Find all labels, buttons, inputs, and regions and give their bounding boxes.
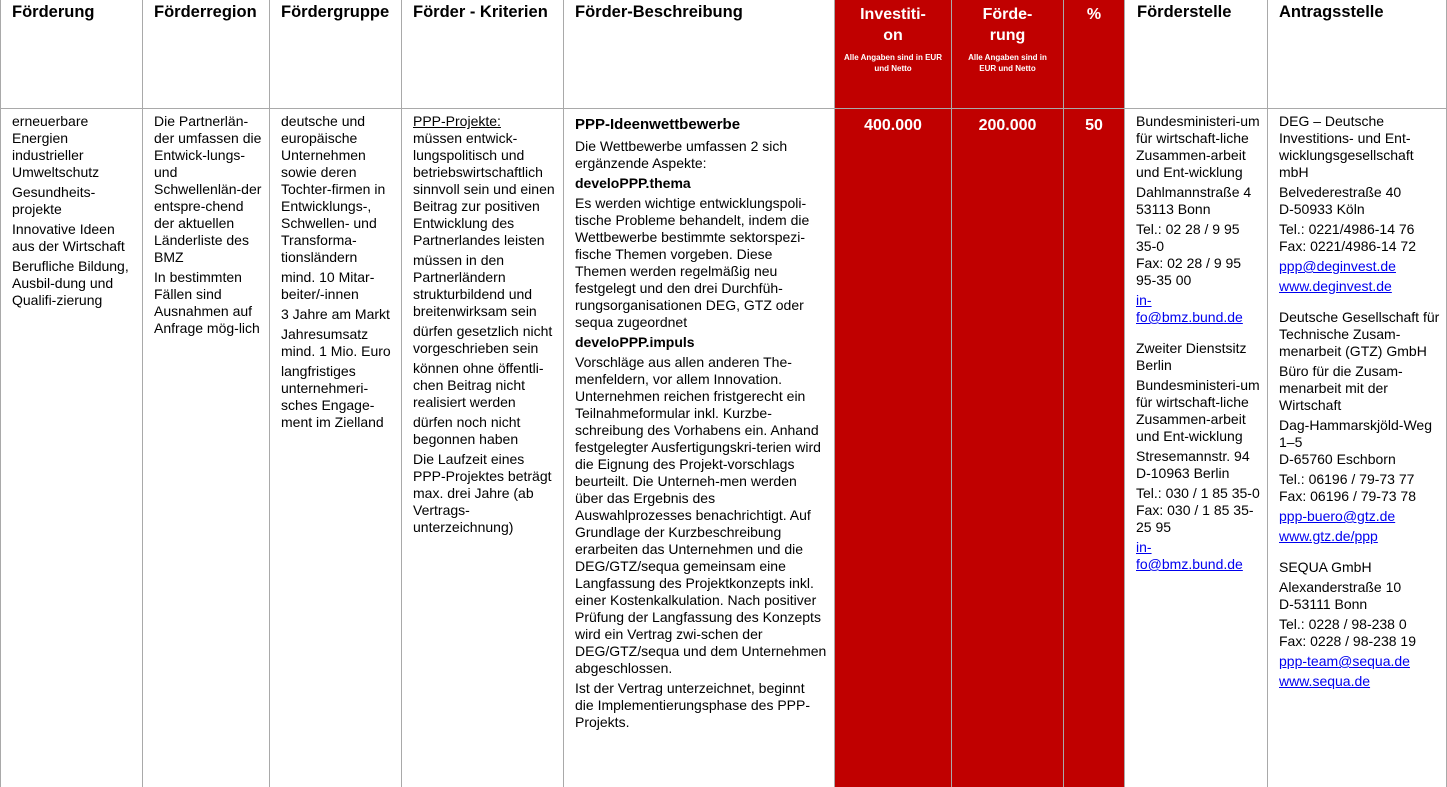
- foerdergruppe-item: Jahresumsatz mind. 1 Mio. Euro: [281, 326, 391, 359]
- deg-email-link[interactable]: ppp@deginvest.de: [1279, 258, 1396, 274]
- bmz-name2: Bundesministeri-um für wirtschaft-liche Zusammen-arbeit und Ent-wicklung: [1136, 377, 1260, 444]
- sequa-city: D-53111 Bonn: [1279, 596, 1368, 612]
- deg-address: [1279, 184, 1441, 218]
- deg-web-link[interactable]: www.deginvest.de: [1279, 278, 1392, 294]
- deg-email-block: [1279, 258, 1441, 275]
- foerderung-item: Gesundheits-projekte: [12, 184, 96, 217]
- kriterien-item: dürfen noch nicht begonnen haben: [413, 414, 521, 447]
- bmz-contact: [1136, 221, 1262, 289]
- kriterien-item: können ohne öffentli-chen Beitrag nicht realisiert werden: [413, 360, 544, 410]
- deg-contact: [1279, 221, 1441, 255]
- bmz-email2-link[interactable]: [1136, 539, 1243, 572]
- beschreibung-closing: Ist der Vertrag unterzeichnet, beginnt die Implementierungsphase des PPP-Projekts.: [575, 680, 811, 730]
- foerderung-item: Innovative Ideen aus der Wirtschaft: [12, 221, 125, 254]
- cell-antragsstelle: [1279, 113, 1441, 693]
- col-line: [401, 0, 402, 787]
- cell-foerdergruppe: [281, 113, 395, 434]
- beschreibung-thema-head: develoPPP.thema: [575, 175, 691, 191]
- sequa-fax: Fax: 0228 / 98-238 19: [1279, 633, 1416, 649]
- sequa-address: [1279, 579, 1441, 613]
- kriterien-item: dürfen gesetzlich nicht vorgeschrieben sein: [413, 323, 553, 356]
- gtz-web-link[interactable]: www.gtz.de/ppp: [1279, 528, 1378, 544]
- gtz-address: [1279, 417, 1441, 468]
- bmz-name: Bundesministeri-um für wirtschaft-liche Zusammen-arbeit und Ent-wicklung: [1136, 113, 1260, 180]
- header-foerderbetrag-line2: rung: [989, 27, 1026, 44]
- gtz-office: Büro für die Zusam-menarbeit mit der Wirtschaft: [1279, 363, 1403, 413]
- value-investition: 400.000: [864, 117, 922, 134]
- bmz-address2: [1136, 448, 1262, 482]
- col-line: [1267, 0, 1268, 787]
- beschreibung-intro: Die Wettbewerbe umfassen 2 sich ergänzende Aspekte:: [575, 138, 788, 171]
- foerdergruppe-item: 3 Jahre am Markt: [281, 306, 390, 322]
- bmz-fax2: Fax: 030 / 1 85 35-25 95: [1136, 502, 1254, 535]
- header-investition-line1: Investiti-: [860, 6, 926, 23]
- bmz-email-part2: fo@bmz.bund.de: [1136, 309, 1243, 325]
- gtz-email-link[interactable]: ppp-buero@gtz.de: [1279, 508, 1396, 524]
- cell-foerderung: [12, 113, 136, 312]
- gtz-name: Deutsche Gesellschaft für Technische Zusam-menarbeit (GTZ) GmbH: [1279, 309, 1440, 359]
- cell-foerderstelle: [1136, 113, 1262, 576]
- header-investition: [835, 4, 951, 74]
- value-foerderbetrag: 200.000: [978, 117, 1037, 134]
- header-foerderung: Förderung: [12, 3, 95, 21]
- bmz-city: 53113 Bonn: [1136, 201, 1211, 217]
- bmz-tel: Tel.: 02 28 / 9 95 35-0: [1136, 221, 1240, 254]
- header-foerdergruppe: Fördergruppe: [281, 3, 390, 21]
- col-line: [1124, 0, 1125, 787]
- bmz-email2-part2: fo@bmz.bund.de: [1136, 556, 1243, 572]
- header-beschreibung: Förder-Beschreibung: [575, 3, 743, 21]
- bmz-address: [1136, 184, 1262, 218]
- beschreibung-title: PPP-Ideenwettbewerbe: [575, 116, 741, 133]
- cell-foerderregion: [154, 113, 264, 340]
- col-line: [269, 0, 270, 787]
- beschreibung-impuls-text: Vorschläge aus allen anderen The-menfeldern, vor allem Innovation. Unternehmen reichen fristgerecht ein Teilnahmeformular inkl. Kurzbe-schreibung des Vorhabens ein. Anhand festgelegter Ausfertigungskri-terien wird die Eignung des Projekt-vorschlags beurteilt. Die Unterneh-men werden über das Ergebnis des Auswahlprozesses benachrichtigt. Auf Grundlage der Kurzbeschreibung erarbeiten das Unternehmen und die DEG/GTZ/sequa gemeinsam eine Langfassung des Projektkonzepts inkl. einer Kostenkalkulation. Nach positiver Prüfung der Langfassung des Konzepts wird ein Vertrag zwi-schen der DEG/GTZ/sequa und dem Unternehmen abgeschlossen.: [575, 354, 827, 676]
- header-foerderbetrag: [952, 4, 1063, 74]
- header-investition-line2: on: [883, 27, 903, 44]
- bmz-street2: Stresemannstr. 94: [1136, 448, 1250, 464]
- kriterien-item: müssen in den Partnerländern strukturbildend und breitenwirksam sein: [413, 252, 537, 319]
- bmz-email-link[interactable]: [1136, 292, 1243, 325]
- gtz-web-block: [1279, 528, 1441, 545]
- cell-beschreibung: [575, 116, 827, 734]
- sequa-web-link[interactable]: www.sequa.de: [1279, 673, 1371, 689]
- kriterien-title: PPP-Projekte:: [413, 113, 501, 129]
- bmz-email-part1: in-: [1136, 292, 1152, 308]
- beschreibung-impuls-head: develoPPP.impuls: [575, 334, 695, 350]
- gtz-contact: [1279, 471, 1441, 505]
- bmz-email2-part1: in-: [1136, 539, 1152, 555]
- beschreibung-thema-text: Es werden wichtige entwicklungspoli-tische Probleme behandelt, indem die Wettbewerbe bestimmte sektorspezi-fische Themen vorgeben. Diese Themen werden regelmäßig neu festgelegt und den drei Durchfüh-rungsorganisationen DEG, GTZ oder sequa zugeordnet: [575, 195, 810, 330]
- value-prozent: 50: [1085, 117, 1103, 134]
- foerderregion-item: Die Partnerlän-der umfassen die Entwick-lungs- und Schwellenlän-der entspre-chend der aktuellen Länderliste des BMZ: [154, 113, 262, 265]
- bmz-email-block: [1136, 292, 1262, 326]
- gtz-fax: Fax: 06196 / 79-73 78: [1279, 488, 1416, 504]
- bmz-city2: D-10963 Berlin: [1136, 465, 1230, 481]
- sequa-street: Alexanderstraße 10: [1279, 579, 1402, 595]
- bmz-contact2: [1136, 485, 1262, 536]
- bmz-fax: Fax: 02 28 / 9 95 95-35 00: [1136, 255, 1242, 288]
- foerdergruppe-item: langfristiges unternehmeri-sches Engage-ment im Zielland: [281, 363, 384, 430]
- header-prozent: %: [1086, 6, 1102, 23]
- header-divider: [0, 108, 1447, 109]
- deg-street: Belvederestraße 40: [1279, 184, 1402, 200]
- col-line: [563, 0, 564, 787]
- deg-fax: Fax: 0221/4986-14 72: [1279, 238, 1416, 254]
- gtz-street: Dag-Hammarskjöld-Weg 1–5: [1279, 417, 1433, 450]
- header-investition-note: Alle Angaben sind in EUR und Netto: [844, 53, 942, 73]
- header-foerderbetrag-line1: Förde-: [982, 6, 1033, 23]
- header-foerderregion: Förderregion: [154, 3, 257, 21]
- sequa-email-link[interactable]: ppp-team@sequa.de: [1279, 653, 1410, 669]
- sequa-email-block: [1279, 653, 1441, 670]
- gtz-tel: Tel.: 06196 / 79-73 77: [1279, 471, 1415, 487]
- foerderung-item: industrieller Umweltschutz: [12, 147, 100, 180]
- sequa-web-block: [1279, 673, 1441, 690]
- bmz-street: Dahlmannstraße 4: [1136, 184, 1252, 200]
- header-antragsstelle: Antragsstelle: [1279, 3, 1384, 21]
- kriterien-item: Die Laufzeit eines PPP-Projektes beträgt max. drei Jahre (ab Vertrags-unterzeichnung): [413, 451, 552, 535]
- deg-web-block: [1279, 278, 1441, 295]
- gtz-city: D-65760 Eschborn: [1279, 451, 1396, 467]
- kriterien-item: müssen entwick-lungspolitisch und betriebswirtschaftlich sinnvoll sein und einen Beitrag zur positiven Entwicklung des Partnerlandes leisten: [413, 130, 555, 248]
- bmz-second-title: Zweiter Dienstsitz Berlin: [1136, 340, 1247, 373]
- bmz-email2-block: [1136, 539, 1262, 573]
- sequa-name: SEQUA GmbH: [1279, 559, 1372, 575]
- bmz-tel2: Tel.: 030 / 1 85 35-0: [1136, 485, 1260, 501]
- deg-name: DEG – Deutsche Investitions- und Ent-wicklungsgesellschaft mbH: [1279, 113, 1414, 180]
- header-foerderbetrag-note: Alle Angaben sind in EUR und Netto: [968, 53, 1047, 73]
- sequa-contact: [1279, 616, 1441, 650]
- foerderung-item: erneuerbare Energien: [12, 113, 89, 146]
- foerdergruppe-item: mind. 10 Mitar-beiter/-innen: [281, 269, 375, 302]
- header-foerderstelle: Förderstelle: [1137, 3, 1232, 21]
- foerdergruppe-item: deutsche und europäische Unternehmen sowie deren Tochter-firmen in Entwicklungs-, Schwellen- und Transforma-tionsländern: [281, 113, 386, 265]
- deg-tel: Tel.: 0221/4986-14 76: [1279, 221, 1415, 237]
- foerderregion-item: In bestimmten Fällen sind Ausnahmen auf Anfrage mög-lich: [154, 269, 260, 336]
- col-line: [0, 0, 1, 787]
- header-kriterien: Förder - Kriterien: [413, 3, 548, 21]
- cell-kriterien: [413, 113, 559, 539]
- col-line: [142, 0, 143, 787]
- foerderung-item: Berufliche Bildung, Ausbil-dung und Qualifi-zierung: [12, 258, 129, 308]
- deg-city: D-50933 Köln: [1279, 201, 1365, 217]
- gtz-email-block: [1279, 508, 1441, 525]
- sequa-tel: Tel.: 0228 / 98-238 0: [1279, 616, 1407, 632]
